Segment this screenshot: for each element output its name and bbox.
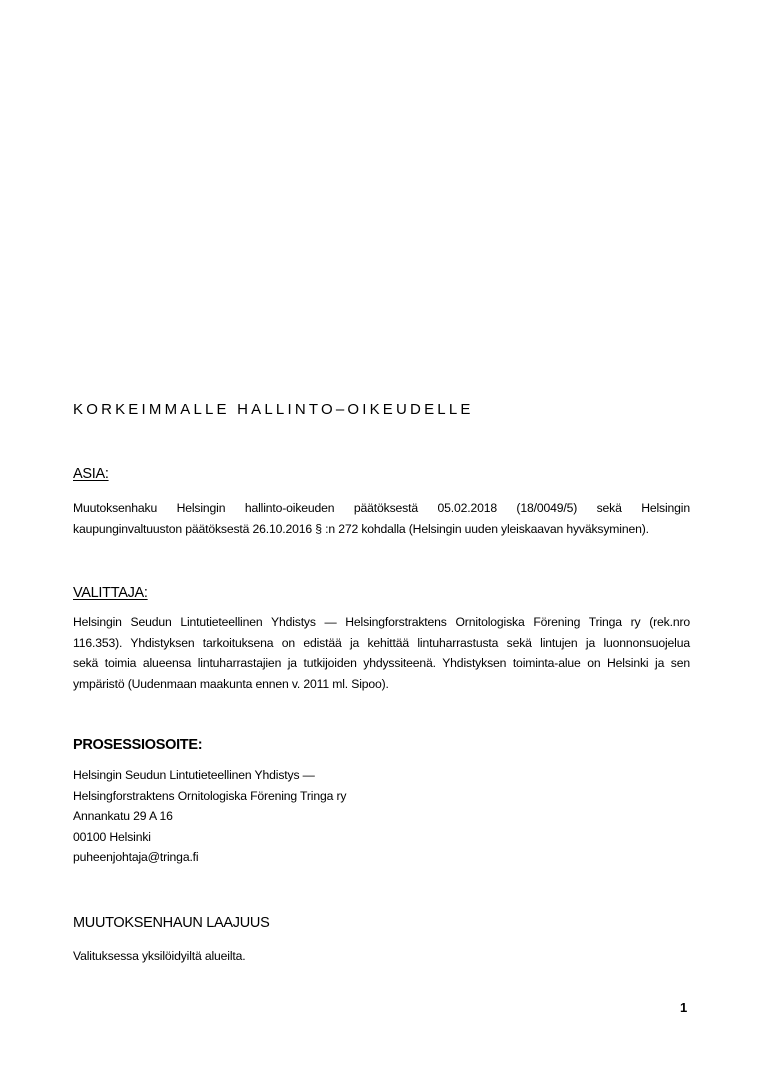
paragraph-line: Helsingin Seudun Lintutieteellinen Yhdistys — Helsingforstraktens Ornitologiska Förening Tringa ry (rek.nro [73,615,690,629]
address-line: Helsingin Seudun Lintutieteellinen Yhdistys — [73,768,315,782]
paragraph-line: Valituksessa yksilöidyiltä alueilta. [73,949,246,963]
paragraph-line: sekä toimia alueensa lintuharrastajien ja tutkijoiden yhdyssiteenä. Yhdistyksen toiminta-alue on Helsinki ja sen [73,656,690,670]
document-title: KORKEIMMALLE HALLINTO–OIKEUDELLE [73,401,474,418]
section-body-prosessiosoite [73,765,690,868]
email-address: puheenjohtaja@tringa.fi [73,850,199,864]
paragraph-line: Muutoksenhaku Helsingin hallinto-oikeuden päätöksestä 05.02.2018 (18/0049/5) sekä Helsingin [73,501,690,515]
paragraph-line: kaupunginvaltuuston päätöksestä 26.10.2016 § :n 272 kohdalla (Helsingin uuden yleiskaavan hyväksyminen). [73,521,649,536]
address-line: 00100 Helsinki [73,829,151,844]
section-body-asia [73,498,690,539]
address-line: Helsingforstraktens Ornitologiska Förening Tringa ry [73,788,347,803]
section-body-laajuus [73,946,690,967]
paragraph-line: 116.353). Yhdistyksen tarkoituksena on edistää ja kehittää lintuharrastusta sekä lintujen ja luonnonsuojelua [73,635,690,650]
section-heading-prosessiosoite: PROSESSIOSOITE: [73,737,203,753]
paragraph-line: ympäristö (Uudenmaan maakunta ennen v. 2011 ml. Sipoo). [73,676,389,691]
section-heading-valittaja: VALITTAJA: [73,585,148,601]
section-heading-asia: ASIA: [73,466,109,482]
section-heading-laajuus: MUUTOKSENHAUN LAAJUUS [73,915,270,931]
section-body-valittaja [73,612,690,694]
address-line: Annankatu 29 A 16 [73,809,173,823]
page-number: 1 [680,1000,688,1015]
